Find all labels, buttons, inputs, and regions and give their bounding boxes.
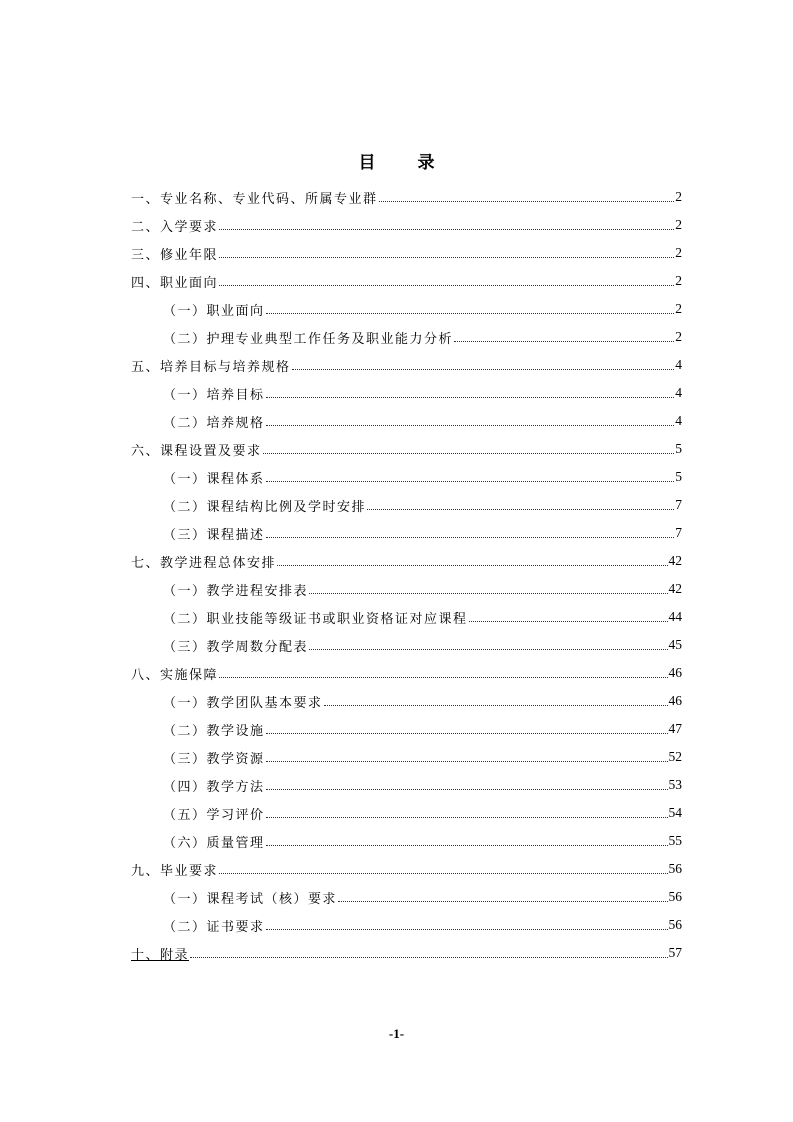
toc-entry[interactable] (131, 519, 682, 547)
dot-leader (266, 425, 675, 426)
toc-entry[interactable] (131, 295, 682, 323)
toc-entry[interactable] (131, 575, 682, 603)
toc-entry-label: （一）课程体系 (163, 471, 265, 487)
toc-entry[interactable] (131, 715, 682, 743)
table-of-contents (131, 183, 682, 967)
dot-leader (219, 229, 674, 230)
toc-entry-page-number: 2 (675, 329, 682, 344)
toc-entry[interactable] (131, 435, 682, 463)
dot-leader (219, 257, 674, 258)
toc-entry-label: （一）课程考试（核）要求 (163, 891, 338, 907)
toc-entry[interactable] (131, 547, 682, 575)
toc-entry-page-number: 5 (675, 441, 682, 456)
toc-entry-label: 三、修业年限 (131, 247, 219, 263)
toc-entry[interactable] (131, 855, 682, 883)
dot-leader (266, 733, 668, 734)
toc-entry-label: 八、实施保障 (131, 667, 219, 683)
toc-entry[interactable] (131, 687, 682, 715)
toc-entry[interactable] (131, 911, 682, 939)
toc-entry-label: （二）证书要求 (163, 919, 265, 935)
toc-entry-page-number: 55 (668, 833, 682, 848)
toc-entry-page-number: 46 (668, 693, 682, 708)
dot-leader (266, 817, 668, 818)
toc-entry[interactable] (131, 631, 682, 659)
toc-entry-label: （一）教学团队基本要求 (163, 695, 323, 711)
toc-entry-label: 二、入学要求 (131, 219, 219, 235)
dot-leader (469, 621, 668, 622)
toc-entry-page-number: 56 (668, 889, 682, 904)
toc-entry-label: （四）教学方法 (163, 779, 265, 795)
toc-entry-page-number: 42 (668, 581, 682, 596)
toc-entry-label: （一）职业面向 (163, 303, 265, 319)
toc-entry[interactable] (131, 407, 682, 435)
toc-entry-page-number: 7 (675, 497, 682, 512)
toc-entry[interactable] (131, 771, 682, 799)
toc-entry-label: 十、附录 (131, 947, 190, 963)
toc-entry-label: （二）职业技能等级证书或职业资格证对应课程 (163, 611, 468, 627)
toc-entry-page-number: 2 (675, 273, 682, 288)
toc-entry-page-number: 7 (675, 525, 682, 540)
toc-entry-page-number: 45 (668, 637, 682, 652)
page-number: -1- (388, 1026, 405, 1041)
toc-entry-label: （一）培养目标 (163, 387, 265, 403)
dot-leader (266, 845, 668, 846)
dot-leader (266, 789, 668, 790)
dot-leader (266, 397, 675, 398)
toc-entry[interactable] (131, 939, 682, 967)
toc-entry-label: （六）质量管理 (163, 835, 265, 851)
toc-entry-page-number: 46 (668, 665, 682, 680)
dot-leader (190, 957, 667, 958)
toc-entry-page-number: 2 (675, 217, 682, 232)
dot-leader (454, 341, 674, 342)
dot-leader (309, 593, 667, 594)
toc-entry-label: （二）课程结构比例及学时安排 (163, 499, 367, 515)
toc-entry-label: 九、毕业要求 (131, 863, 219, 879)
toc-entry-label: 四、职业面向 (131, 275, 219, 291)
toc-entry-label: 六、课程设置及要求 (131, 443, 262, 459)
toc-entry-page-number: 47 (668, 721, 682, 736)
toc-entry[interactable] (131, 659, 682, 687)
toc-entry-page-number: 52 (668, 749, 682, 764)
dot-leader (266, 313, 675, 314)
toc-entry-label: 七、教学进程总体安排 (131, 555, 277, 571)
toc-entry-page-number: 53 (668, 777, 682, 792)
dot-leader (379, 201, 675, 202)
toc-entry[interactable] (131, 323, 682, 351)
toc-entry-page-number: 2 (675, 301, 682, 316)
toc-entry-label: （二）护理专业典型工作任务及职业能力分析 (163, 331, 454, 347)
dot-leader (263, 453, 675, 454)
dot-leader (338, 901, 667, 902)
toc-entry-page-number: 54 (668, 805, 682, 820)
dot-leader (266, 929, 668, 930)
toc-entry[interactable] (131, 239, 682, 267)
dot-leader (367, 509, 674, 510)
toc-entry-label: （三）教学资源 (163, 751, 265, 767)
toc-entry-page-number: 5 (675, 469, 682, 484)
toc-entry[interactable] (131, 463, 682, 491)
toc-entry[interactable] (131, 491, 682, 519)
toc-entry[interactable] (131, 379, 682, 407)
dot-leader (266, 481, 675, 482)
dot-leader (219, 677, 667, 678)
toc-entry-page-number: 44 (668, 609, 682, 624)
toc-entry-label: （二）教学设施 (163, 723, 265, 739)
dot-leader (292, 369, 675, 370)
toc-entry-page-number: 57 (668, 945, 682, 960)
dot-leader (266, 537, 675, 538)
dot-leader (324, 705, 668, 706)
toc-entry[interactable] (131, 799, 682, 827)
toc-title: 目 录 (358, 153, 453, 173)
toc-entry-label: （三）教学周数分配表 (163, 639, 309, 655)
toc-entry-page-number: 2 (675, 245, 682, 260)
dot-leader (277, 565, 667, 566)
toc-entry[interactable] (131, 211, 682, 239)
dot-leader (219, 873, 667, 874)
toc-entry[interactable] (131, 351, 682, 379)
toc-entry-label: 五、培养目标与培养规格 (131, 359, 291, 375)
toc-entry[interactable] (131, 603, 682, 631)
toc-entry-page-number: 4 (675, 413, 682, 428)
toc-entry[interactable] (131, 883, 682, 911)
toc-entry-label: （一）教学进程安排表 (163, 583, 309, 599)
dot-leader (219, 285, 674, 286)
dot-leader (309, 649, 667, 650)
toc-entry-label: （二）培养规格 (163, 415, 265, 431)
toc-entry[interactable] (131, 743, 682, 771)
toc-entry[interactable] (131, 267, 682, 295)
dot-leader (266, 761, 668, 762)
toc-entry-page-number: 56 (668, 917, 682, 932)
toc-entry-page-number: 42 (668, 553, 682, 568)
toc-entry-page-number: 4 (675, 357, 682, 372)
toc-entry-page-number: 56 (668, 861, 682, 876)
toc-entry[interactable] (131, 183, 682, 211)
toc-entry-label: 一、专业名称、专业代码、所属专业群 (131, 191, 378, 207)
toc-entry-page-number: 2 (675, 189, 682, 204)
toc-entry-page-number: 4 (675, 385, 682, 400)
toc-entry-label: （三）课程描述 (163, 527, 265, 543)
toc-entry-label: （五）学习评价 (163, 807, 265, 823)
toc-entry[interactable] (131, 827, 682, 855)
